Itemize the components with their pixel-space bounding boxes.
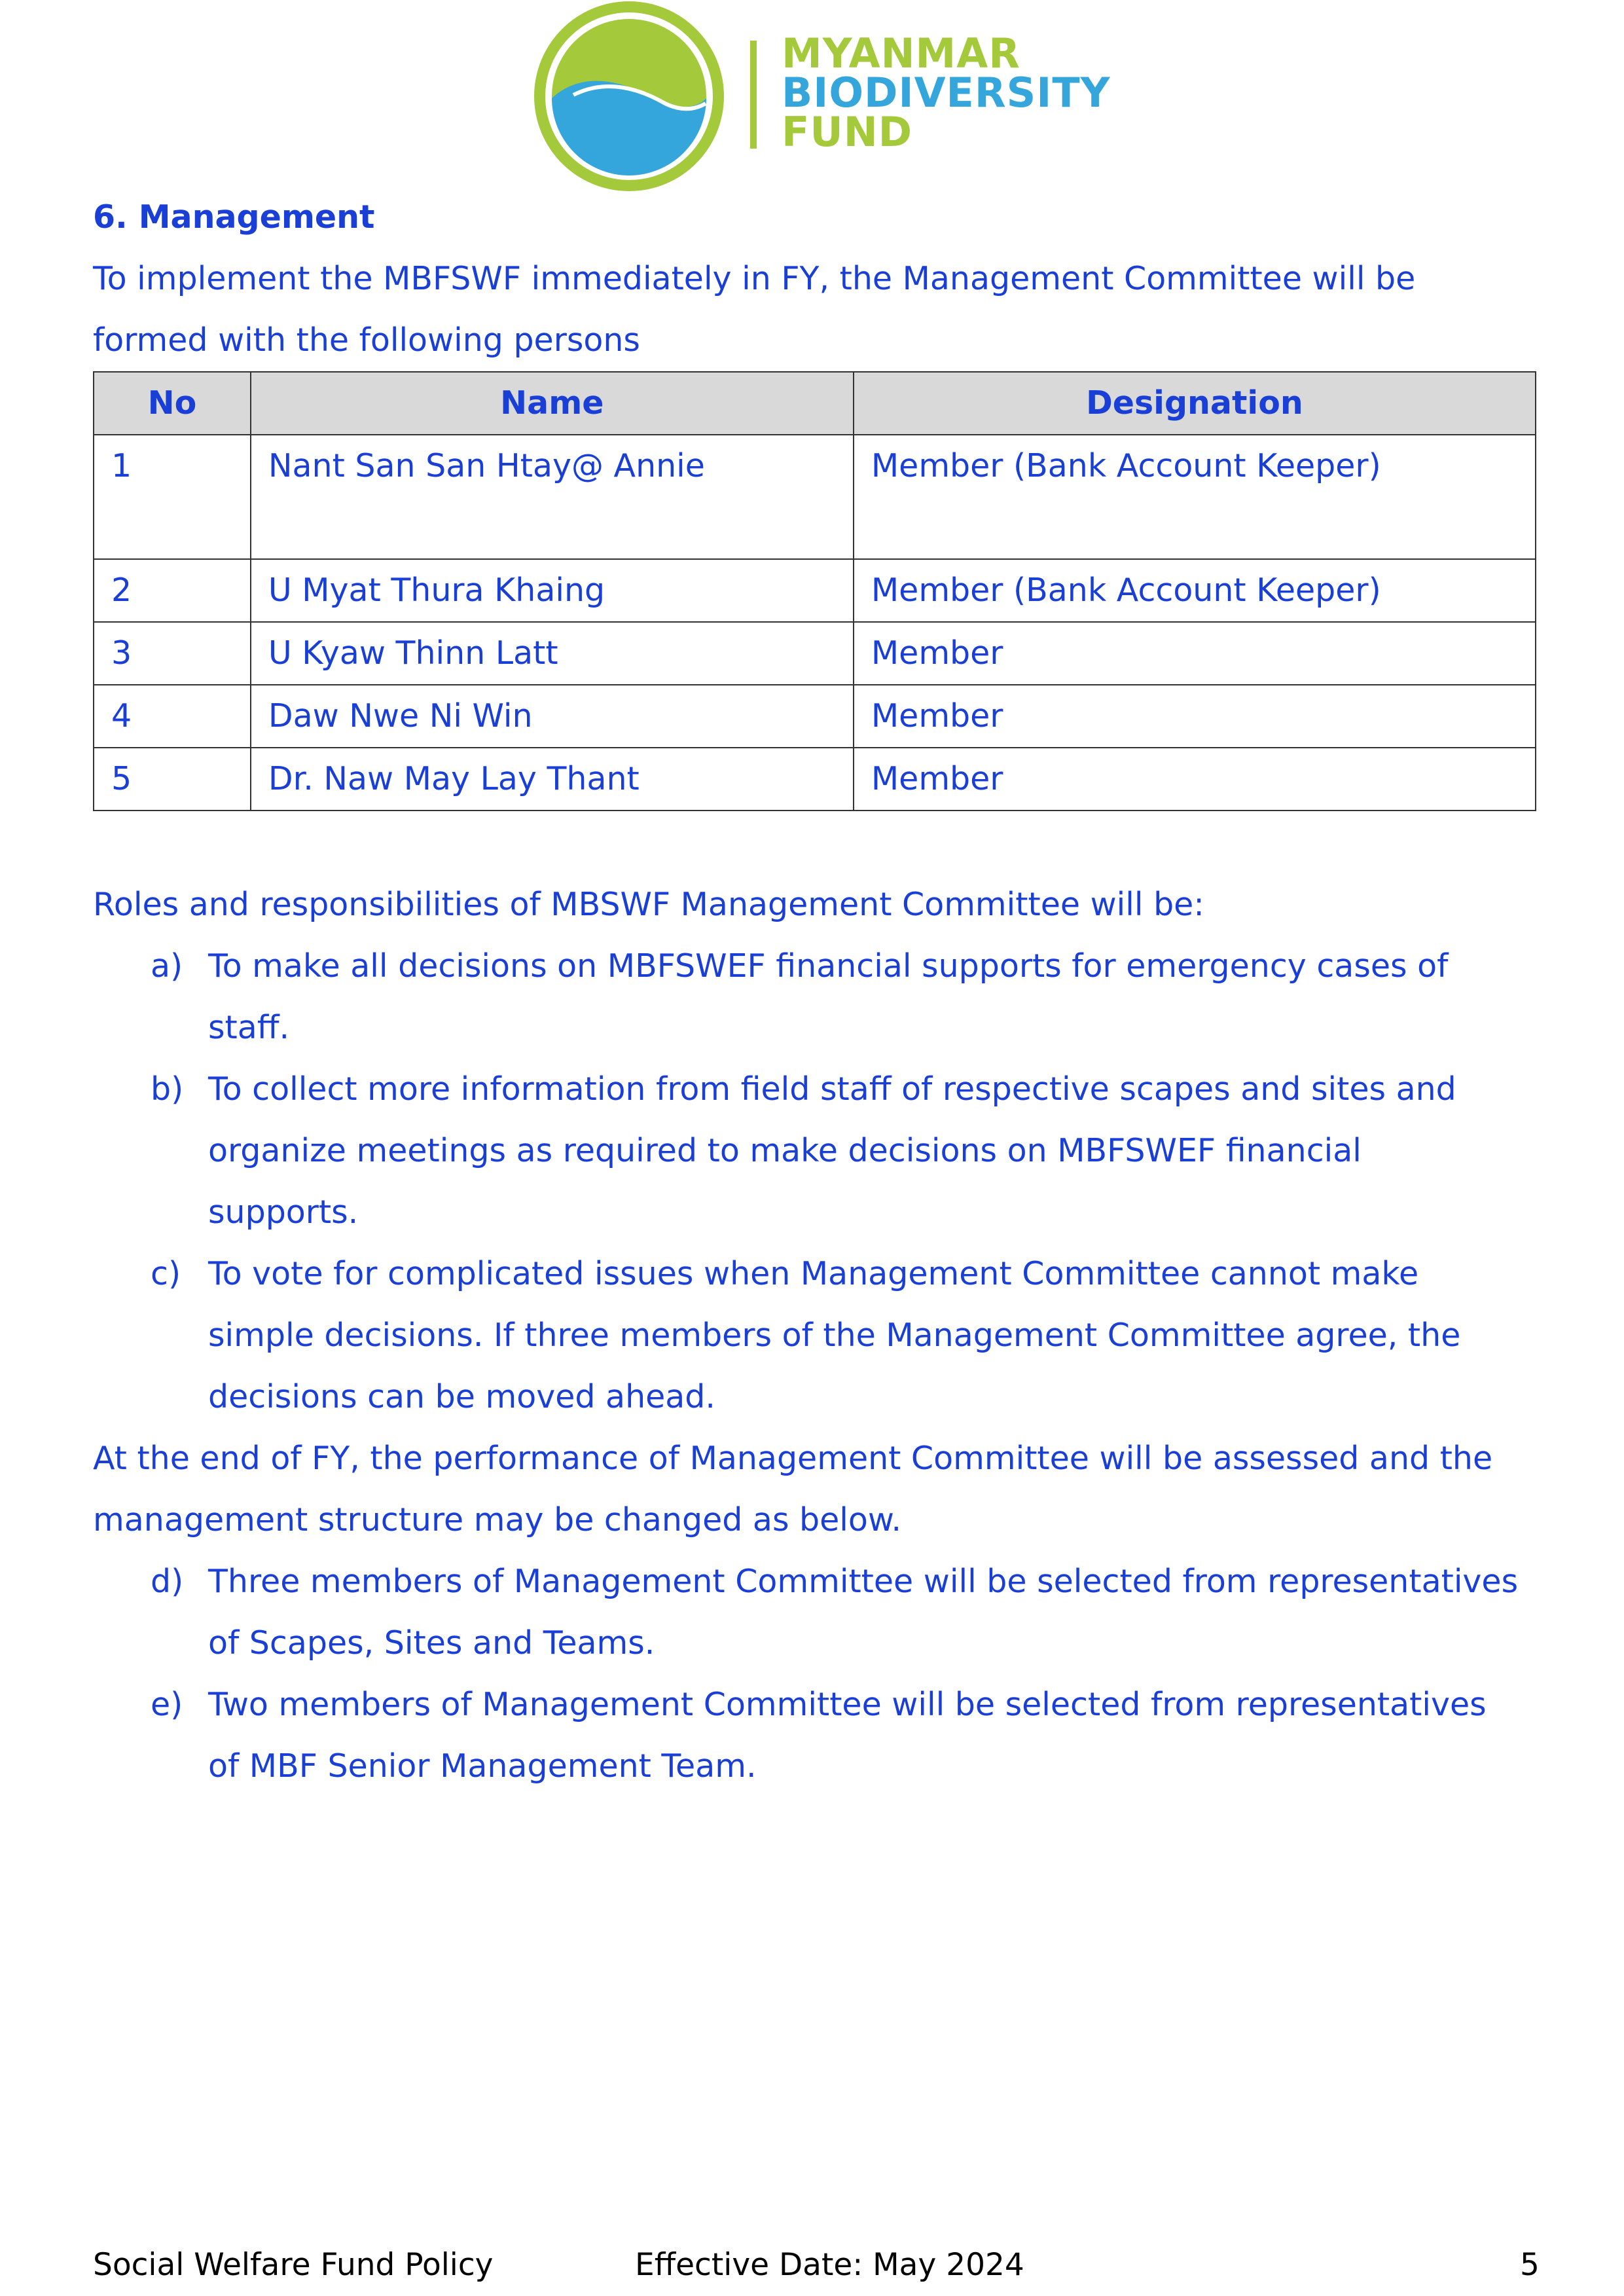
list-item-line: of Scapes, Sites and Teams. [208,1624,655,1662]
list-marker: c) [151,1255,181,1292]
list-marker: a) [151,947,183,985]
list-item-line: Two members of Management Committee will be selected from representatives [208,1686,1487,1723]
cell-designation: Member [854,685,1536,748]
footer-page-number: 5 [1520,2247,1540,2283]
table-row [94,685,1536,748]
globe-wave-icon [528,0,737,193]
roles-list [93,936,1536,1428]
list-item-line: supports. [208,1194,359,1231]
list-item-line: To vote for complicated issues when Management Committee cannot make [208,1255,1419,1292]
list-item [93,1674,1536,1797]
logo-line-3: FUND [782,108,913,156]
cell-name: Daw Nwe Ni Win [251,685,854,748]
page-content [93,187,1536,1797]
cell-no: 1 [94,435,251,559]
footer-effective-date: Effective Date: May 2024 [635,2247,1024,2283]
review-list [93,1551,1536,1797]
footer-title: Social Welfare Fund Policy [93,2247,494,2283]
table-row [94,622,1536,685]
intro-line-2: formed with the following persons [93,321,640,359]
section-heading: 6. Management [93,198,375,236]
list-item [93,1243,1536,1428]
committee-table [93,371,1536,811]
list-item-line: organize meetings as required to make decisions on MBFSWEF financial [208,1132,1362,1169]
logo-wordmark [782,29,1111,156]
table-header-row [94,372,1536,435]
table-row [94,435,1536,559]
table-row [94,559,1536,622]
table-row [94,748,1536,811]
list-item [93,1059,1536,1243]
cell-designation: Member [854,622,1536,685]
roles-intro: Roles and responsibilities of MBSWF Management Committee will be: [93,886,1204,923]
spacer [93,811,1536,874]
cell-no: 4 [94,685,251,748]
list-marker: b) [151,1070,184,1108]
list-item-line: To make all decisions on MBFSWEF financial supports for emergency cases of [208,947,1449,985]
header-no: No [94,372,251,435]
list-item-line: simple decisions. If three members of the Management Committee agree, the [208,1317,1461,1354]
cell-name: U Kyaw Thinn Latt [251,622,854,685]
header-name: Name [251,372,854,435]
list-item-line: decisions can be moved ahead. [208,1378,715,1415]
cell-name: Dr. Naw May Lay Thant [251,748,854,811]
list-item [93,1551,1536,1674]
list-marker: e) [151,1686,183,1723]
cell-no: 5 [94,748,251,811]
list-item-line: of MBF Senior Management Team. [208,1747,757,1785]
logo-line-2: BIODIVERSITY [782,69,1111,117]
review-line-2: management structure may be changed as below. [93,1501,902,1539]
list-marker: d) [151,1563,184,1600]
list-item-line: staff. [208,1009,290,1046]
cell-designation: Member (Bank Account Keeper) [854,435,1536,559]
cell-name: U Myat Thura Khaing [251,559,854,622]
list-item-line: To collect more information from field staff of respective scapes and sites and [208,1070,1456,1108]
mbf-logo [528,0,1117,193]
intro-line-1: To implement the MBFSWF immediately in FY, the Management Committee will be [93,260,1416,297]
cell-designation: Member [854,748,1536,811]
cell-designation: Member (Bank Account Keeper) [854,559,1536,622]
cell-no: 3 [94,622,251,685]
list-item [93,936,1536,1059]
list-item-line: Three members of Management Committee will be selected from representatives [208,1563,1519,1600]
logo-divider [750,41,757,149]
cell-name: Nant San San Htay@ Annie [251,435,854,559]
header-designation: Designation [854,372,1536,435]
cell-no: 2 [94,559,251,622]
logo-line-1: MYANMAR [782,29,1020,77]
review-line-1: At the end of FY, the performance of Management Committee will be assessed and the [93,1440,1493,1477]
